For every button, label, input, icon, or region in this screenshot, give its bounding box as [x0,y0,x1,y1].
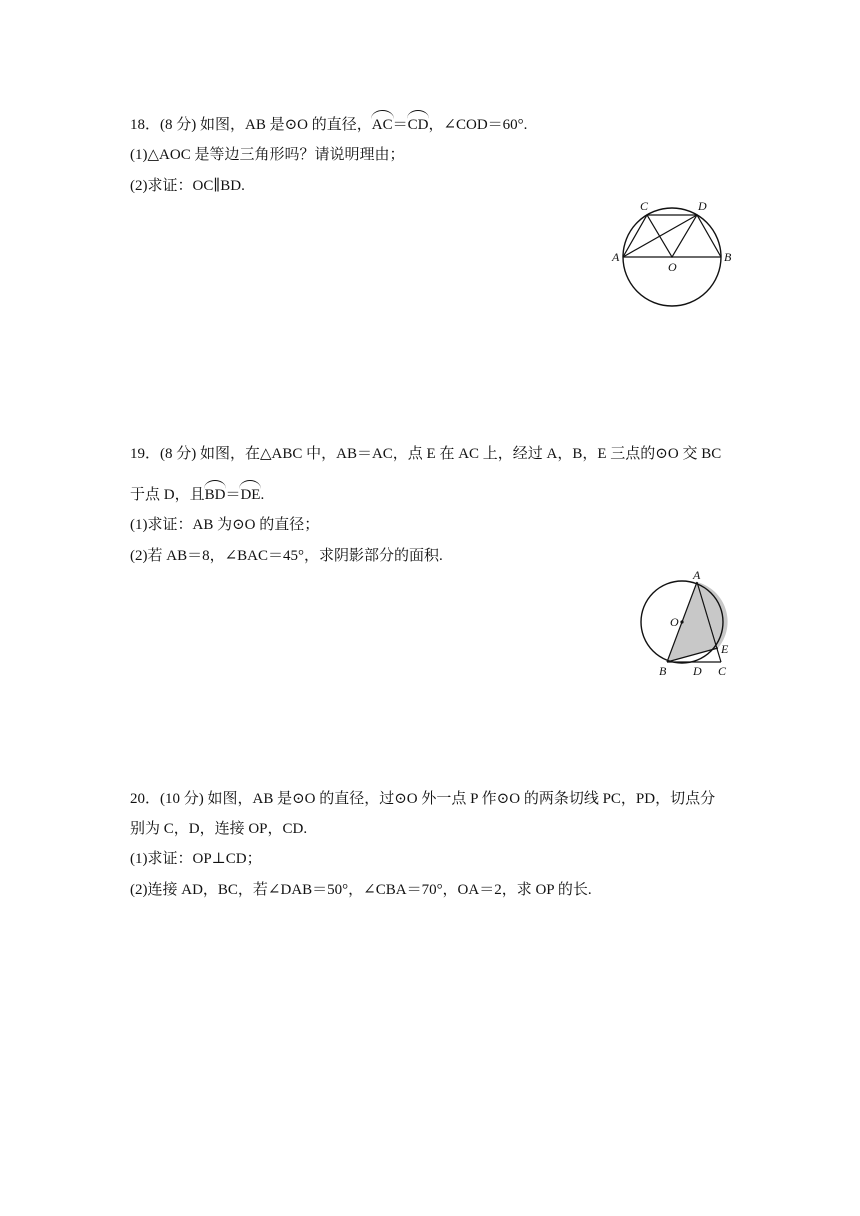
q19-part1: (1)求证：AB 为⊙O 的直径； [130,517,320,533]
q19-label-c: C [718,664,727,678]
q20-line1: 20．(10 分) 如图，AB 是⊙O 的直径，过⊙O 外一点 P 作⊙O 的两条切线 PC，PD，切点分 [130,791,716,807]
q18-chord-ad [623,215,697,257]
q18-label-a: A [612,250,620,264]
q19-line1: 19．(8 分) 如图，在△ABC 中，AB＝AC，点 E 在 AC 上，经过 A，B，E 三点的⊙O 交 BC [130,446,722,462]
q19-line2-text: 于点 D，且 [130,487,205,503]
q18-label-b: B [724,250,732,264]
q18-title-text: 18．(8 分) 如图，AB 是⊙O 的直径， [130,117,372,133]
q18-label-o: O [668,260,677,274]
q18-title-tail: ，∠COD＝60°. [428,117,528,133]
q19-equals: ＝ [225,487,241,503]
q18-label-c: C [640,199,649,213]
q19-label-a: A [693,568,701,582]
q20-part1: (1)求证：OP⊥CD； [130,851,262,867]
q18-part1: (1)△AOC 是等边三角形吗？请说明理由； [130,147,405,163]
q18-arc-ac: AC [371,117,393,133]
q20-line2: 别为 C，D，连接 OP，CD. [130,821,308,837]
q19-arc-bd: BD [204,487,226,503]
q19-figure [630,565,740,680]
q18-label-d: D [698,199,707,213]
q19-label-o: O [670,615,679,629]
q19-label-d: D [693,664,702,678]
q18-arc-cd: CD [407,117,429,133]
q19-label-e: E [721,642,729,656]
q18-equals: ＝ [392,117,408,133]
q19-line2-tail: . [260,487,265,503]
q18-title [130,115,527,135]
q19-arc-de: DE [240,487,261,503]
q19-part2: (2)若 AB＝8，∠BAC＝45°，求阴影部分的面积. [130,548,443,564]
q19-center-dot [680,620,683,623]
q18-part2: (2)求证：OC∥BD. [130,178,245,194]
q19-label-b: B [659,664,667,678]
q18-figure [610,195,740,310]
q20-part2: (2)连接 AD，BC，若∠DAB＝50°，∠CBA＝70°，OA＝2，求 OP 的长. [130,882,592,898]
q19-line2 [130,485,264,505]
